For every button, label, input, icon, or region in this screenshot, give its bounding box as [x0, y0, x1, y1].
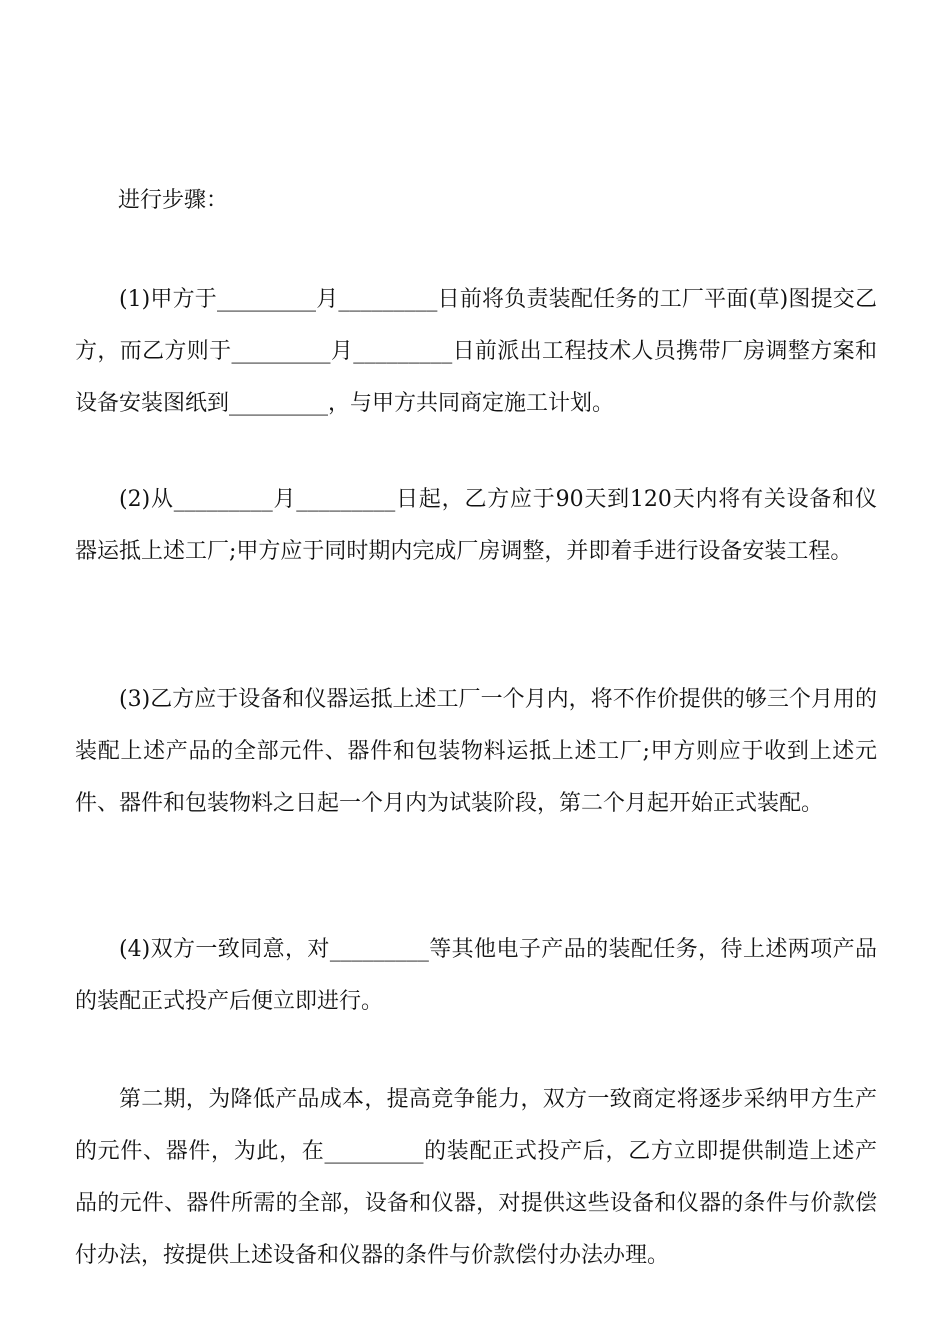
- paragraph-step-4: (4)双方一致同意，对_________等其他电子产品的装配任务，待上述两项产品的装配正式投产后便立即进行。: [75, 937, 877, 1014]
- paragraph-phase-2: 第二期，为降低产品成本，提高竞争能力，双方一致商定将逐步采纳甲方生产的元件、器件，为此，在_________的装配正式投产后，乙方立即提供制造上述产品的元件、器件所需的全部，设备和仪器，对提供这些设备和仪器的条件与价款偿付办法，按提供上述设备和仪器的条件与价款偿付办法办理。: [75, 1087, 877, 1268]
- section-heading: 进行步骤：: [118, 188, 229, 213]
- paragraph-step-3: (3)乙方应于设备和仪器运抵上述工厂一个月内，将不作价提供的够三个月用的装配上述产品的全部元件、器件和包装物料运抵上述工厂;甲方则应于收到上述元件、器件和包装物料之日起一个月内为试装阶段，第二个月起开始正式装配。: [75, 687, 877, 816]
- paragraph-step-1: (1)甲方于_________月_________日前将负责装配任务的工厂平面(草)图提交乙方，而乙方则于_________月_________日前派出工程技术人员携带厂房调整方案和设备安装图纸到_________，与甲方共同商定施工计划。: [75, 287, 877, 416]
- paragraph-step-2: (2)从_________月_________日起，乙方应于90天到120天内将有关设备和仪器运抵上述工厂;甲方应于同时期内完成厂房调整，并即着手进行设备安装工程。: [75, 487, 877, 564]
